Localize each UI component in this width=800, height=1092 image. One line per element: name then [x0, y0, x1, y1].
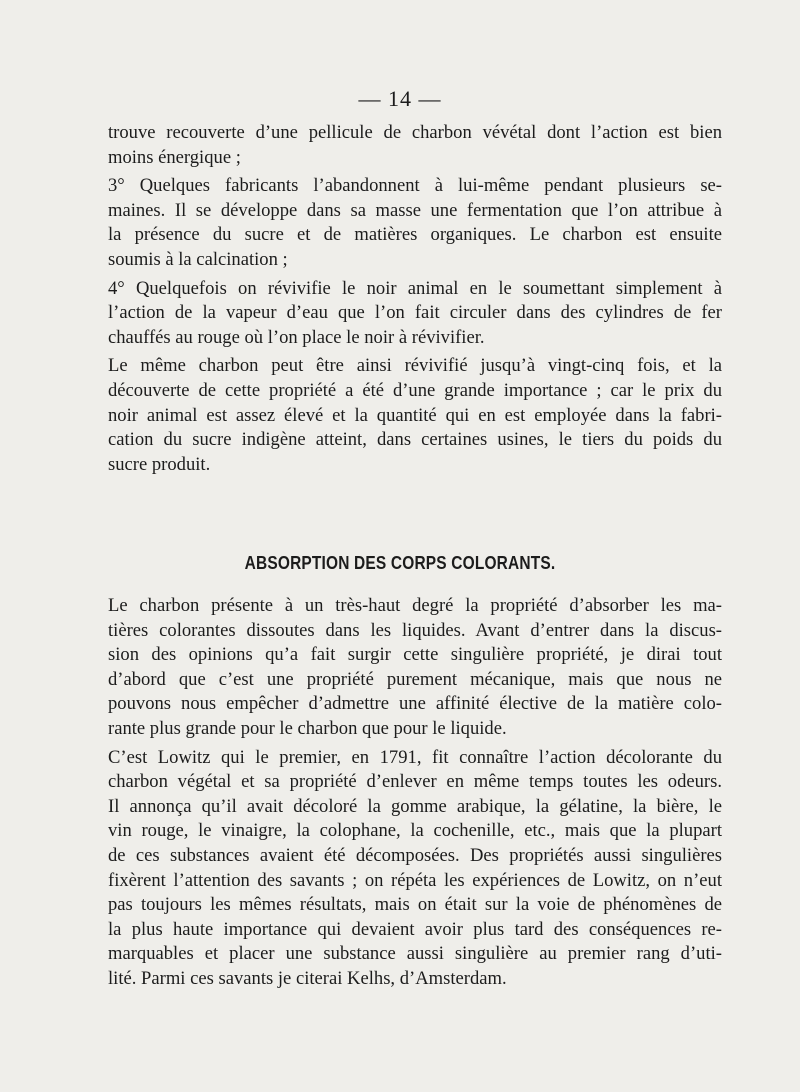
text-line: chauffés au rouge où l’on place le noir à révivifier.	[108, 326, 485, 348]
paragraph	[108, 594, 722, 742]
text-line: d’abord que c’est une propriété purement mécanique, mais que nous ne	[108, 668, 722, 690]
paragraph	[108, 277, 722, 351]
text-line: rante plus grande pour le charbon que pour le liquide.	[108, 717, 507, 739]
text-line: C’est Lowitz qui le premier, en 1791, fit connaître l’action décolorante du	[108, 746, 722, 768]
text-line: la plus haute importance qui devaient avoir plus tard des conséquences re-	[108, 918, 722, 940]
text-line: sion des opinions qu’a fait surgir cette singulière propriété, je dirai tout	[108, 644, 722, 666]
text-line: marquables et placer une substance aussi singulière au premier rang d’uti-	[108, 943, 722, 965]
text-line: soumis à la calcination ;	[108, 248, 288, 270]
text-line: lité. Parmi ces savants je citerai Kelhs, d’Amsterdam.	[108, 967, 507, 989]
text-line: l’action de la vapeur d’eau que l’on fait circuler dans des cylindres de fer	[108, 302, 722, 324]
text-line: découverte de cette propriété a été d’une grande importance ; car le prix du	[108, 379, 722, 401]
text-line: maines. Il se développe dans sa masse une fermentation que l’on attribue à	[108, 199, 722, 221]
paragraph	[108, 746, 722, 992]
section-b	[108, 594, 722, 992]
paragraph	[108, 174, 722, 272]
text-line: pouvons nous empêcher d’admettre une affinité élective de la matière colo-	[108, 693, 722, 715]
text-line: pas toujours les mêmes résultats, mais on était sur la voie de phénomènes de	[108, 894, 722, 916]
text-line: vin rouge, le vinaigre, la colophane, la cochenille, etc., mais que la plupart	[108, 820, 722, 842]
text-line: de ces substances avaient été décomposées. Des propriétés aussi singulières	[108, 844, 722, 866]
text-line: charbon végétal et sa propriété d’enlever en même temps toutes les odeurs.	[108, 771, 722, 793]
page-number: — 14 —	[358, 86, 442, 111]
text-line: noir animal est assez élevé et la quantité qui en est employée dans la fabri-	[108, 404, 722, 426]
text-line: 4° Quelquefois on révivifie le noir animal en le soumettant simplement à	[108, 277, 722, 299]
text-line: moins énergique ;	[108, 146, 241, 168]
text-line: Le charbon présente à un très-haut degré la propriété d’absorber les ma-	[108, 595, 722, 616]
paragraph	[108, 121, 722, 170]
text-line: Il annonça qu’il avait décoloré la gomme arabique, la gélatine, la bière, le	[108, 795, 722, 817]
text-line: cation du sucre indigène atteint, dans certaines usines, le tiers du poids du	[108, 429, 722, 451]
text-line: la présence du sucre et de matières organiques. Le charbon est ensuite	[108, 224, 722, 246]
text-line: 3° Quelques fabricants l’abandonnent à lui-même pendant plusieurs se-	[108, 175, 722, 197]
text-line: fixèrent l’attention des savants ; on répéta les expériences de Lowitz, on n’eut	[108, 869, 722, 891]
text-line: trouve recouverte d’une pellicule de charbon vévétal dont l’action est bien	[108, 122, 722, 143]
paragraph	[108, 354, 722, 477]
text-line: sucre produit.	[108, 453, 211, 475]
text-line: Le même charbon peut être ainsi révivifié jusqu’à vingt-cinq fois, et la	[108, 355, 722, 377]
section-a	[108, 121, 722, 477]
section-heading: ABSORPTION DES CORPS COLORANTS.	[244, 553, 556, 573]
text-line: tières colorantes dissoutes dans les liquides. Avant d’entrer dans la discus-	[108, 619, 722, 641]
